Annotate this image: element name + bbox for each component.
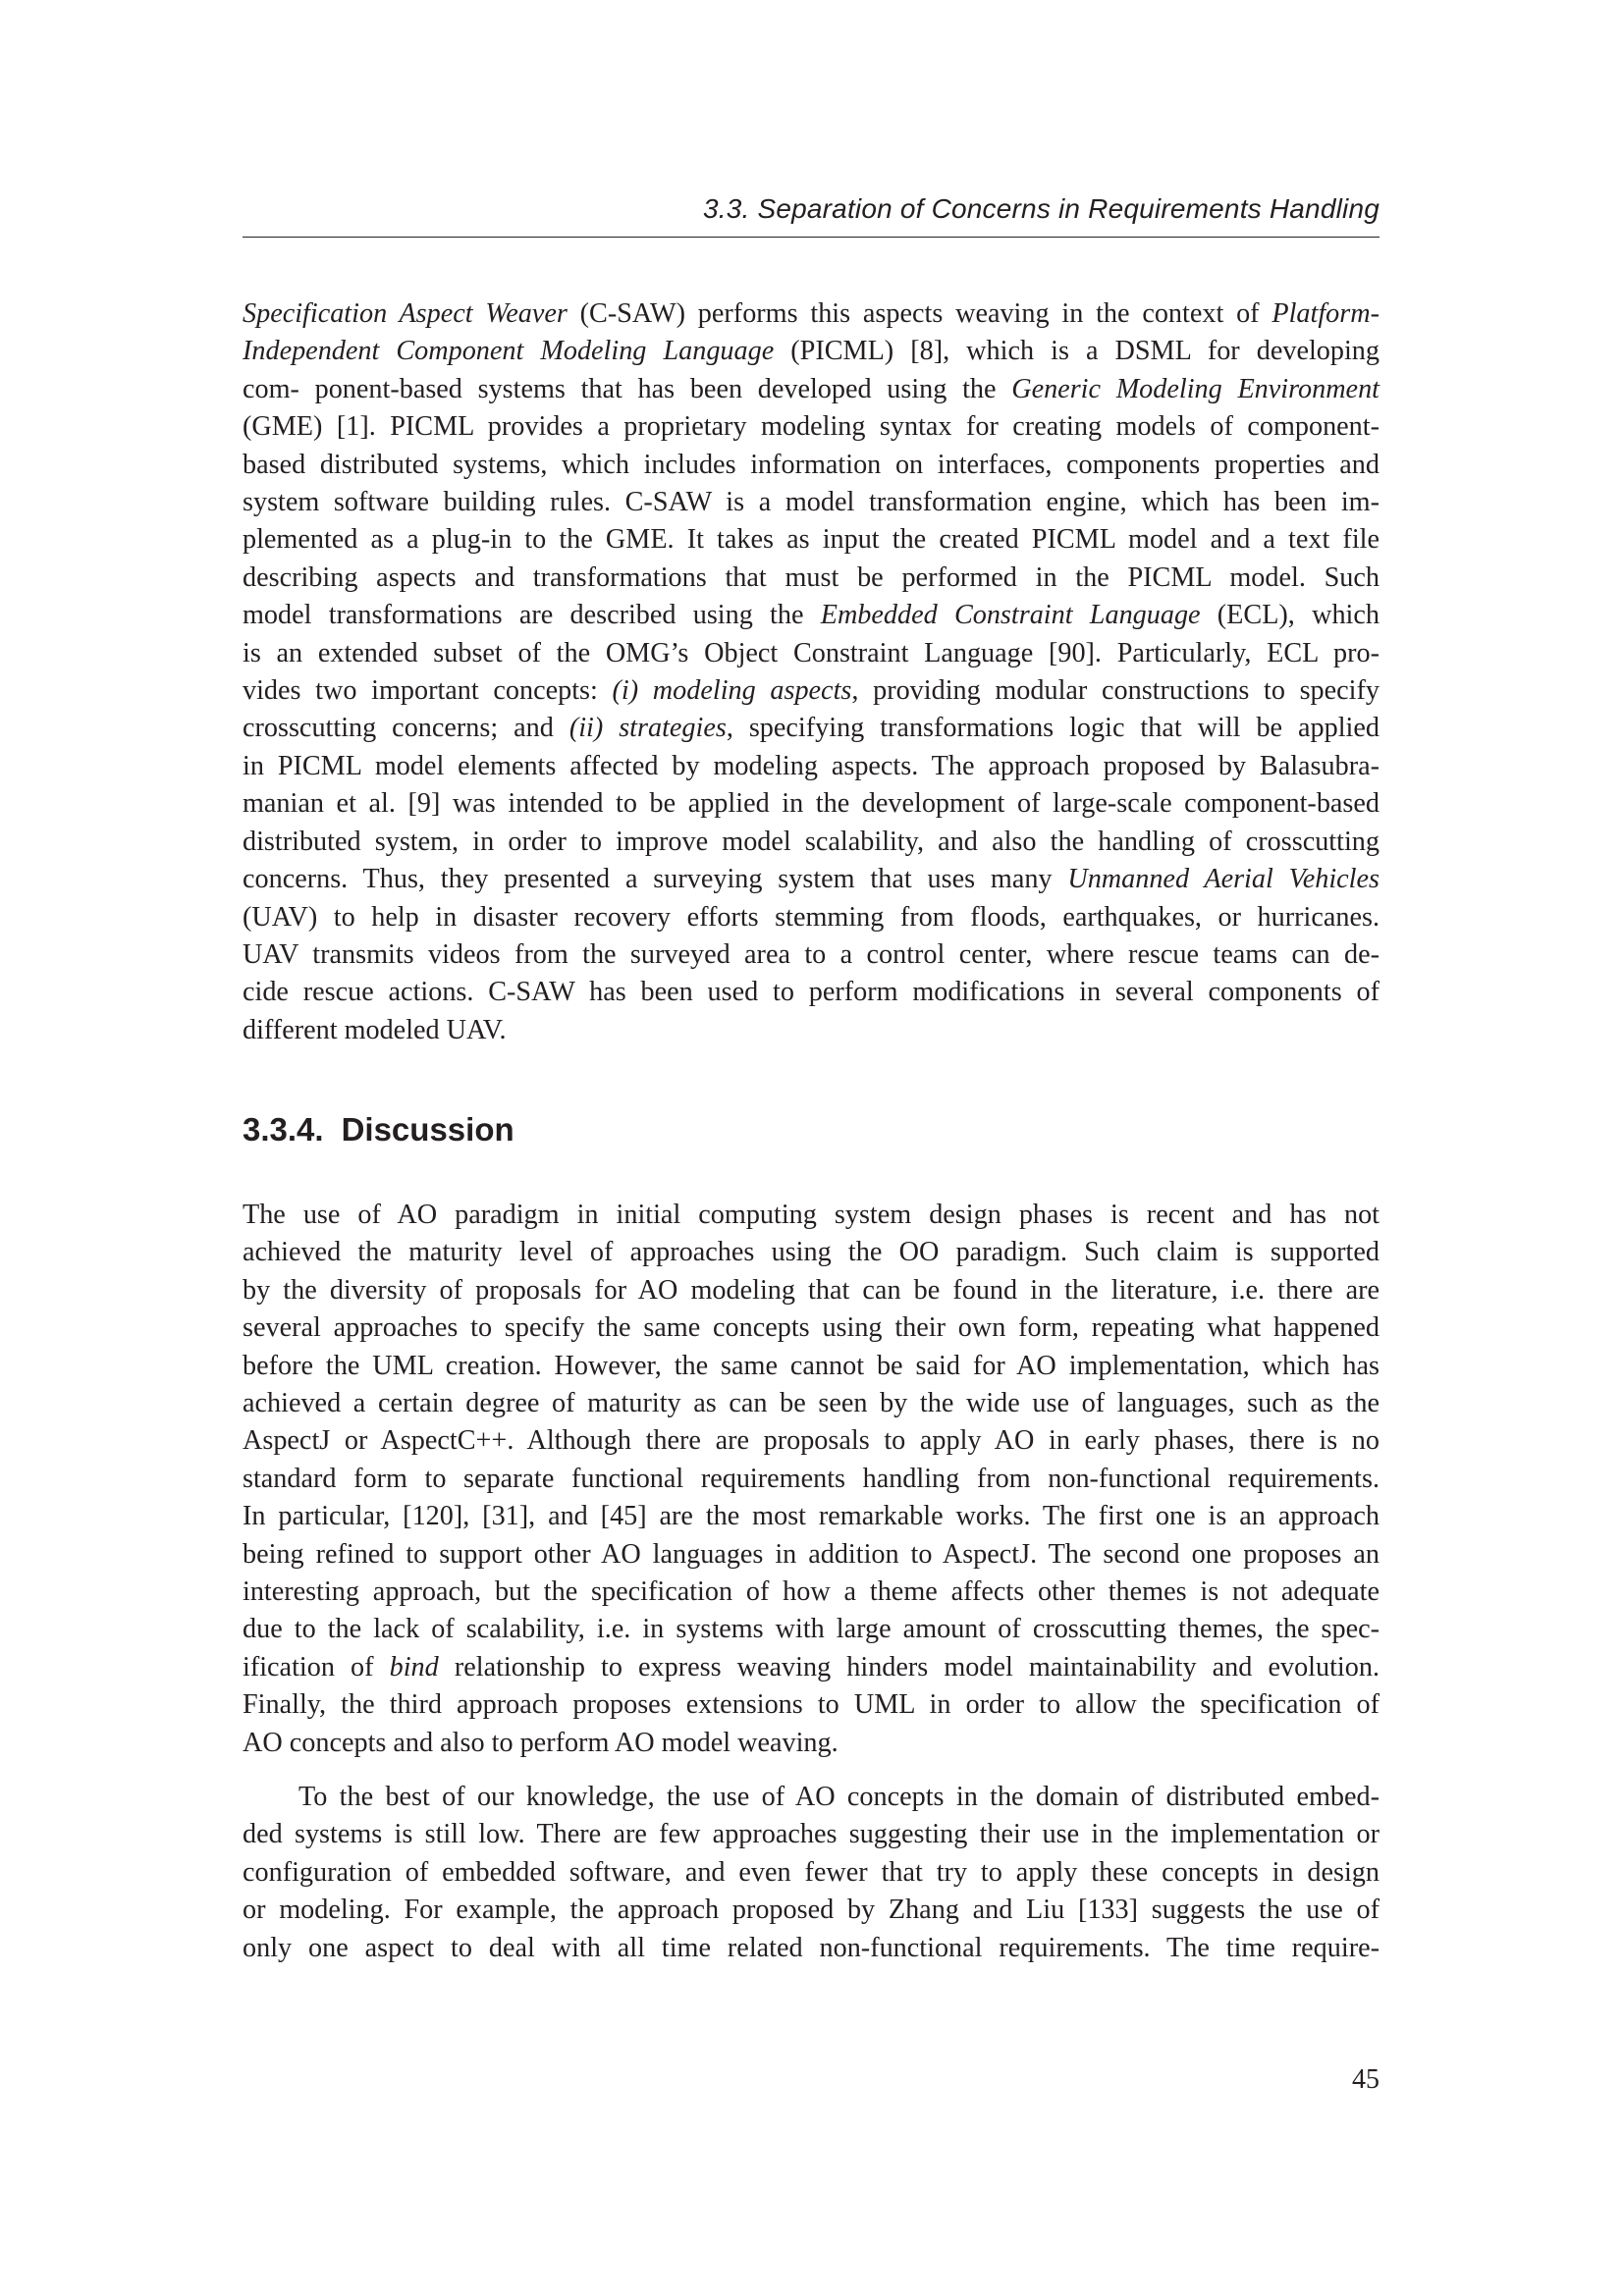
text-line: distributed system, in order to improve model scalability, and also the handling of crosscutting [243, 826, 1380, 857]
text-line: configuration of embedded software, and even fewer that try to apply these concepts in design [243, 1856, 1380, 1888]
emphasis-term: Embedded Constraint Language [820, 600, 1201, 631]
emphasis-term: Specification Aspect Weaver [243, 298, 568, 329]
emphasis-term: Platform- [1271, 298, 1380, 329]
emphasis-term: Generic Modeling Environment [1011, 373, 1380, 404]
text-line: To the best of our knowledge, the use of AO concepts in the domain of distributed embed- [298, 1782, 1380, 1812]
text-line: achieved the maturity level of approaches using the OO paradigm. Such claim is supported [243, 1237, 1380, 1268]
text-line: only one aspect to deal with all time related non-functional requirements. The time require- [243, 1932, 1380, 1963]
emphasis-term: (i) modeling aspects [612, 675, 852, 707]
text-line: is an extended subset of the OMG’s Object Constraint Language [90]. Particularly, ECL pro- [243, 637, 1380, 668]
emphasis-term: Unmanned Aerial Vehicles [1067, 864, 1380, 895]
text-line: In particular, [120], [31], and [45] are the most remarkable works. The first one is an approach [243, 1501, 1380, 1532]
text-line: describing aspects and transformations that must be performed in the PICML model. Such [243, 561, 1380, 593]
paragraph-3-block [243, 1779, 1380, 1967]
page-number: 45 [1352, 2064, 1380, 2095]
text-line: (UAV) to help in disaster recovery efforts stemming from floods, earthquakes, or hurricanes. [243, 901, 1380, 933]
text-fragment: model transformations are described using the [243, 600, 821, 631]
text-line: by the diversity of proposals for AO modeling that can be found in the literature, i.e. there are [243, 1274, 1380, 1306]
text-line [243, 333, 1380, 370]
text-line: Finally, the third approach proposes extensions to UML in order to allow the specification of [243, 1689, 1380, 1721]
text-line [243, 295, 1380, 333]
text-line [243, 371, 1380, 408]
text-line: UAV transmits videos from the surveyed area to a control center, where rescue teams can de- [243, 938, 1380, 970]
paragraph-3 [243, 1779, 1380, 1967]
text-fragment: concerns. Thus, they presented a surveying system that uses many [243, 864, 1068, 895]
text-fragment: crosscutting concerns; and [243, 713, 569, 744]
text-fragment: , specifying transformations logic that will be applied [726, 713, 1380, 744]
text-fragment: , providing modular constructions to specify [851, 675, 1380, 707]
section-title: Discussion [341, 1111, 514, 1148]
paragraph-2 [243, 1197, 1380, 1762]
text-fragment: (C-SAW) performs this aspects weaving in the context of [567, 298, 1272, 329]
text-line: ded systems is still low. There are few approaches suggesting their use in the implementation or [243, 1819, 1380, 1850]
section-number: 3.3.4. [243, 1111, 324, 1148]
text-line [243, 597, 1380, 634]
text-line: in PICML model elements affected by modeling aspects. The approach proposed by Balasubra- [243, 750, 1380, 781]
paragraph-2-block [243, 1197, 1380, 1762]
text-fragment: (PICML) [8], which is a DSML for developing [774, 336, 1380, 367]
text-line [243, 861, 1380, 898]
text-line: interesting approach, but the specification of how a theme affects other themes is not adequate [243, 1576, 1380, 1608]
text-line: based distributed systems, which includes information on interfaces, components properties and [243, 449, 1380, 480]
text-line: before the UML creation. However, the same cannot be said for AO implementation, which has [243, 1350, 1380, 1381]
text-line: due to the lack of scalability, i.e. in systems with large amount of crosscutting themes, the spec- [243, 1614, 1380, 1645]
text-line: AO concepts and also to perform AO model weaving. [243, 1727, 839, 1758]
emphasis-term: Independent Component Modeling Language [243, 336, 775, 367]
paragraph-1 [243, 295, 1380, 1049]
text-line: (GME) [1]. PICML provides a proprietary modeling syntax for creating models of component- [243, 411, 1380, 443]
text-line: different modeled UAV. [243, 1014, 507, 1045]
text-line [243, 1649, 1380, 1686]
section-heading [243, 1110, 514, 1149]
text-line [243, 710, 1380, 747]
paragraph-1-block [243, 295, 1380, 1049]
text-line: several approaches to specify the same concepts using their own form, repeating what happened [243, 1312, 1380, 1344]
text-fragment: ification of [243, 1651, 390, 1682]
text-line: AspectJ or AspectC++. Although there are proposals to apply AO in early phases, there is no [243, 1425, 1380, 1457]
text-line [243, 672, 1380, 710]
text-line: The use of AO paradigm in initial computing system design phases is recent and has not [243, 1200, 1380, 1230]
text-line: system software building rules. C-SAW is a model transformation engine, which has been im- [243, 487, 1380, 518]
header-rule [243, 237, 1380, 238]
text-fragment: relationship to express weaving hinders model maintainability and evolution. [438, 1651, 1380, 1682]
text-fragment: (ECL), which [1200, 600, 1380, 631]
text-line: cide rescue actions. C-SAW has been used to perform modifications in several components of [243, 977, 1380, 1008]
text-line: standard form to separate functional requirements handling from non-functional requirements. [243, 1463, 1380, 1494]
running-header: 3.3. Separation of Concerns in Requirements Handling [702, 193, 1380, 224]
text-line: achieved a certain degree of maturity as can be seen by the wide use of languages, such as the [243, 1388, 1380, 1419]
text-fragment: com- ponent-based systems that has been developed using the [243, 373, 1012, 404]
emphasis-term: (ii) strategies [568, 713, 727, 744]
text-fragment: vides two important concepts: [243, 675, 613, 707]
text-line: manian et al. [9] was intended to be applied in the development of large-scale component-based [243, 788, 1380, 820]
text-line: or modeling. For example, the approach proposed by Zhang and Liu [133] suggests the use of [243, 1895, 1380, 1926]
emphasis-term: bind [389, 1651, 439, 1682]
text-line: being refined to support other AO languages in addition to AspectJ. The second one proposes an [243, 1538, 1380, 1570]
text-line: plemented as a plug-in to the GME. It takes as input the created PICML model and a text file [243, 524, 1380, 556]
